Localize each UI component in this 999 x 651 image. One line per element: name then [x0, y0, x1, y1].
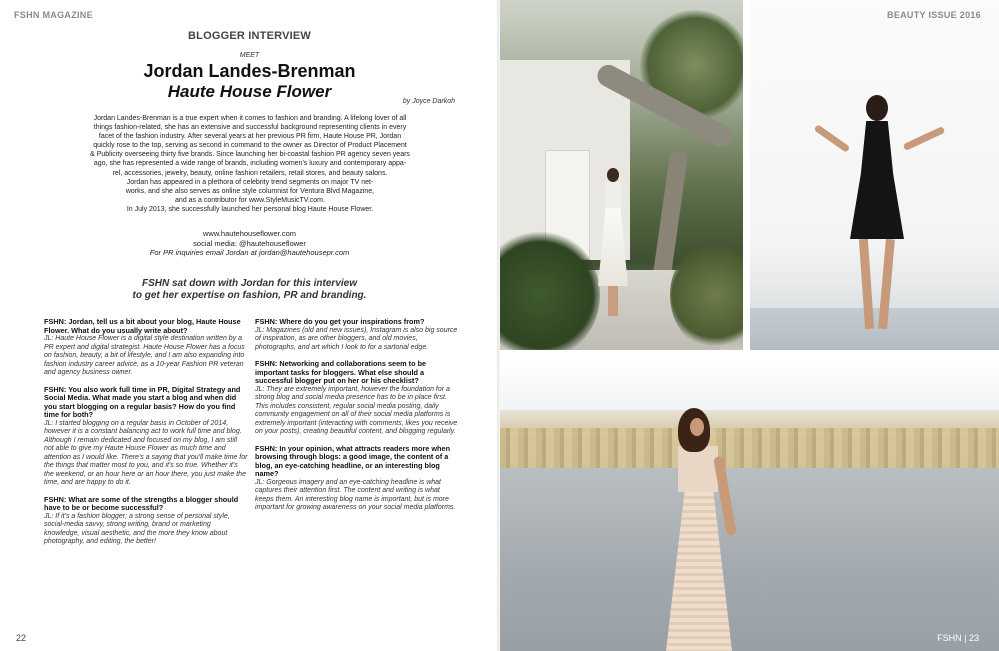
interview-question: FSHN: In your opinion, what attracts readers more when browsing through blogs: a good image, the content of a blog, an eye-catching headline, or an interesting blog name?: [255, 443, 451, 478]
pull-quote: [0, 278, 499, 301]
interview-question: FSHN: Where do you get your inspirations from?: [255, 317, 425, 326]
model-figure: [656, 408, 746, 651]
model-top: [605, 182, 621, 208]
model-leg: [859, 239, 874, 329]
model-head: [607, 168, 619, 182]
studio-photo: [750, 0, 999, 350]
interview-question: FSHN: What are some of the strengths a blogger should have to be or become successful?: [44, 494, 239, 512]
model-leg: [878, 239, 895, 329]
qa-block: [255, 360, 459, 437]
intro-line: Jordan Landes-Brenman is a true expert when it comes to fashion and branding. A lifelong lover of all: [93, 115, 407, 122]
lace-skirt: [666, 492, 732, 651]
model-head: [866, 95, 888, 121]
gravel-ground: [500, 468, 999, 651]
interview-answer: JL: I started blogging on a regular basis in October of 2014, however it is a constant balancing act to work full time and blog. Although I remain dedicated and focused on my blog, I am still not able to give my Haute House Flower as much time and attention as I would like. There's a saying that you'll make time for the things that matter most to you, and it's so true. Whether it's the weekend, or an hour here or an hour there, you just make the time, and are happy to do it.: [44, 419, 248, 486]
black-dress: [850, 121, 904, 239]
qa-block: [44, 318, 248, 378]
lace-top: [678, 446, 718, 492]
intro-line: works, and she also serves as online style columnist for Ventura Blvd Magazine,: [125, 187, 375, 195]
intro-line: facet of the fashion industry. After several years at her previous PR firm, Haute House PR, Jordan: [98, 133, 402, 141]
page-number-left: 22: [16, 633, 27, 643]
website-link[interactable]: www.hautehouseflower.com: [203, 229, 296, 238]
article-kicker: MEET: [239, 52, 260, 59]
left-page: [0, 0, 499, 651]
running-head-right: BEAUTY ISSUE 2016: [887, 10, 981, 20]
interview-column-right: [255, 318, 459, 521]
model-figure: [596, 168, 630, 318]
intro-paragraph: [68, 114, 432, 214]
intro-line: quickly rose to the top, serving as second in command to the owner as Director of Product Placement: [93, 142, 407, 150]
intro-line: and as a contributor for www.StyleMusicTV.com.: [175, 196, 325, 204]
qa-block: [255, 445, 459, 513]
social-handle: social media: @hautehouseflower: [193, 238, 306, 248]
article-subtitle: Haute House Flower: [167, 82, 332, 101]
desert-photo: [500, 358, 999, 651]
pr-contact: For PR inquiries email Jordan at jordan@hautehousepr.com: [149, 248, 350, 257]
interview-answer: JL: They are extremely important, however the foundation for a strong blog and social media presence has to be in place first. This includes consistent, regular social media posting, daily community engagement on all of their social media platforms is extremely important (interacting with comments, likes you receive on your posts), creating beautiful content, and blogging regularly.: [255, 385, 458, 435]
intro-line: rel, accessories, jewelry, beauty, online fashion retailers, retail stores, and beauty salons.: [112, 169, 388, 177]
qa-block: [255, 318, 459, 352]
model-arm: [814, 124, 851, 153]
byline: by Joyce Darkoh: [402, 98, 455, 105]
intro-line: ago, she has represented a wide range of brands, including women's luxury and contemporary appa-: [93, 160, 407, 168]
running-head-left: FSHN MAGAZINE: [14, 10, 93, 20]
model-arm: [903, 126, 946, 151]
pull-quote-line: FSHN sat down with Jordan for this interview: [141, 278, 358, 289]
pull-quote-line: to get her expertise on fashion, PR and branding.: [132, 289, 367, 301]
section-title: BLOGGER INTERVIEW: [188, 30, 311, 42]
interview-answer: JL: Gorgeous imagery and an eye-catching headline is what captures their attention first. The content and writing is what keeps them. An interesting blog name is important, but is more important for growing awareness on your social media platforms.: [255, 478, 456, 511]
model-legs: [608, 286, 618, 316]
intro-line: & Publicity overseeing thirty five brands. Since launching her bi-coastal fashion PR agency seven years: [90, 151, 410, 159]
page-number-right: FSHN | 23: [937, 633, 979, 643]
intro-line: things fashion-related, she has an extensive and successful background representing clients in every: [93, 124, 407, 132]
contact-block: [0, 229, 499, 258]
garden-photo: [500, 0, 743, 350]
interview-question: FSHN: Networking and collaborations seem to be important tasks for bloggers. What else should a successful blogger put on her or his checklist?: [255, 359, 427, 385]
intro-line: In July 2013, she successfully launched her personal blog Haute House Flower.: [126, 205, 374, 213]
intro-line: Jordan has appeared in a plethora of celebrity trend segments on major TV net-: [126, 178, 374, 186]
model-figure: [842, 95, 912, 335]
article-title: Jordan Landes-Brenman: [143, 61, 356, 81]
qa-block: [44, 386, 248, 488]
model-face: [690, 418, 704, 436]
interview-column-left: [44, 318, 248, 555]
interview-answer: JL: Magazines (old and new issues), Instagram is also big source of inspiration, as are other bloggers, and old movies, photographs, and art which I look to for a sartorial edge.: [255, 326, 458, 351]
model-skirt: [598, 208, 628, 286]
desert-brush: [500, 428, 999, 470]
interview-question: FSHN: You also work full time in PR, Digital Strategy and Social Media. What made you start a blog and when did you start blogging on a regular basis? How do you find time for both?: [44, 384, 241, 419]
qa-block: [44, 496, 248, 547]
interview-question: FSHN: Jordan, tell us a bit about your blog, Haute House Flower. What do you usually write about?: [44, 317, 241, 335]
interview-answer: JL: If it's a fashion blogger; a strong sense of personal style, social-media savvy, strong writing, brand or marketing knowledge, visual aesthetic, and the more they know about photography, and editing, the better!: [44, 512, 230, 545]
interview-answer: JL: Haute House Flower is a digital style destination written by a PR expert and digital strategist. Haute House Flower has a focus on fashion, beauty, a bit of lifestyle, and I am also expanding into fashion industry career advice, as a 10-year Fashion PR veteran and agency business owner.: [44, 335, 245, 376]
